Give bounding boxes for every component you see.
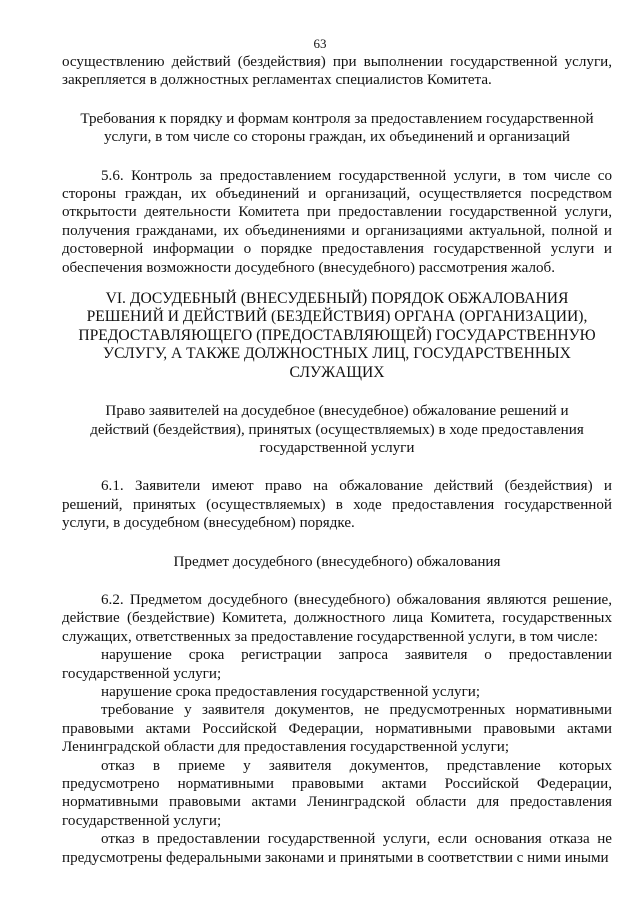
spacer [62,90,612,110]
spacer [62,571,612,591]
heading-appeal-subject: Предмет досудебного (внесудебного) обжалования [173,553,501,570]
paragraph-6-1: 6.1. Заявители имеют право на обжалование действий (бездействия) и решений, принятых (осуществляемых) в ходе предоставления государственной услуги, в досудебном (внесудебном) порядке. [62,478,612,532]
list-item: требование у заявителя документов, не предусмотренных нормативными правовыми актами Российской Федерации, нормативными правовыми актами Ленинградской области для предоставления государственной услуги; [62,702,612,756]
list-item: нарушение срока предоставления государственной услуги; [101,683,481,700]
paragraph-5-6: 5.6. Контроль за предоставлением государственной услуги, в том числе со стороны граждан, их объединений и организаций, осуществляется посредством открытости деятельности Комитета при предоставлении государственной услуги, получения гражданами, их объединениями и организациями актуальной, полной и достоверной информации о порядке предоставления государственной услуги и обеспечения возможности досудебного (внесудебного) рассмотрения жалоб. [62,167,612,276]
paragraph-6-2: 6.2. Предметом досудебного (внесудебного) обжалования являются решение, действие (бездействие) Комитета, должностного лица Комитета, государственных служащих, ответственных за предоставление государственной услуги, в том числе: [62,591,612,645]
spacer [62,382,612,402]
heading-appeal-right: Право заявителей на досудебное (внесудебное) обжалование решений и действий (бездействия), принятых (осуществляемых) в ходе предоставления государственной услуги [90,403,584,456]
list-item: нарушение срока регистрации запроса заявителя о предоставлении государственной услуги; [62,647,612,682]
spacer [62,277,612,290]
list-item: отказ в приеме у заявителя документов, представление которых предусмотрено нормативными правовыми актами Российской Федерации, нормативными правовыми актами Ленинградской области для предоставления государственной услуги; [62,757,612,829]
spacer [62,533,612,553]
section-vi-title: VI. ДОСУДЕБНЫЙ (ВНЕСУДЕБНЫЙ) ПОРЯДОК ОБЖАЛОВАНИЯ РЕШЕНИЙ И ДЕЙСТВИЙ (БЕЗДЕЙСТВИЯ) ОРГАНА (ОРГАНИЗАЦИИ), ПРЕДОСТАВЛЯЮЩЕГО (ПРЕДОСТАВЛЯЮЩЕЙ) ГОСУДАРСТВЕННУЮ УСЛУГУ, А ТАКЖЕ ДОЛЖНОСТНЫХ ЛИЦ, ГОСУДАРСТВЕННЫХ СЛУЖАЩИХ [78,290,596,381]
heading-control-requirements: Требования к порядку и формам контроля за предоставлением государственной услуги, в том числе со стороны граждан, их объединений и организаций [80,110,594,146]
spacer [62,457,612,477]
paragraph-intro: осуществлению действий (бездействия) при выполнении государственной услуги, закрепляется в должностных регламентах специалистов Комитета. [62,54,612,89]
page-content [62,53,612,867]
list-item: отказ в предоставлении государственной услуги, если основания отказа не предусмотрены федеральными законами и принятыми в соответствии с ними иными [62,831,612,866]
page-number: 63 [313,36,327,51]
spacer [62,147,612,167]
